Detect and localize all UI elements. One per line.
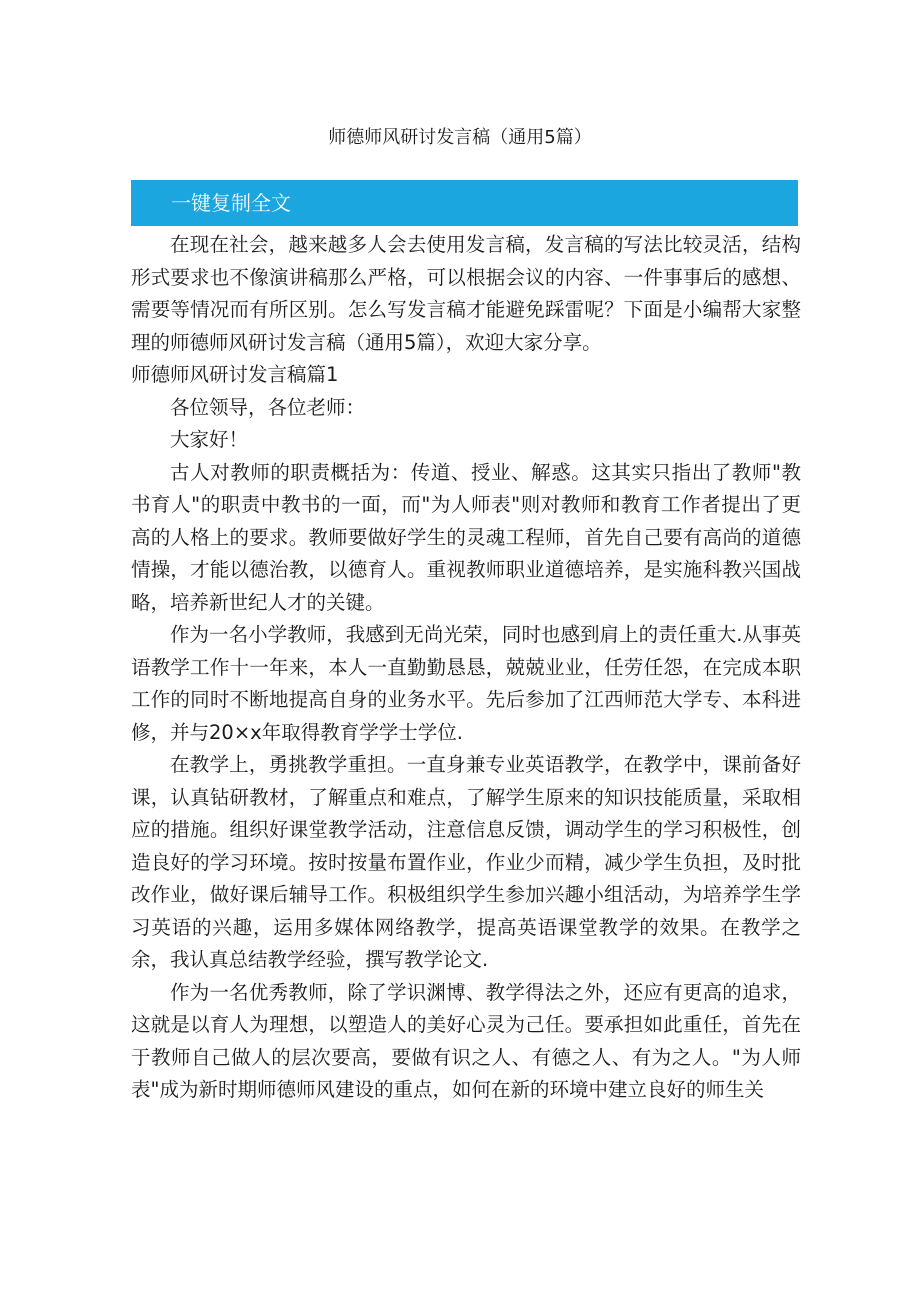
salutation: 各位领导，各位老师： — [170, 395, 366, 419]
document-title: 师德师风研讨发言稿（通用5篇） — [328, 127, 592, 148]
body-paragraph: 作为一名优秀教师，除了学识渊博、教学得法之外，还应有更高的追求，这就是以育人为理想，以塑造人的美好心灵为己任。要承担如此重任，首先在于教师自己做人的层次要高，要做有识之人、有德之人、有为之人。"为人师表"成为新时期师德师风建设的重点，如何在新的环境中建立良好的师生关 — [131, 980, 801, 1101]
greeting: 大家好！ — [170, 428, 249, 451]
body-paragraph: 在教学上，勇挑教学重担。一直身兼专业英语教学，在教学中，课前备好课，认真钻研教材，了解重点和难点，了解学生原来的知识技能质量，采取相应的措施。组织好课堂教学活动，注意信息反馈，调动学生的学习积极性，创造良好的学习环境。按时按量布置作业，作业少而精，减少学生负担，及时批改作业，做好课后辅导工作。积极组织学生参加兴趣小组活动，为培养学生学习英语的兴趣，运用多媒体网络教学，提高英语课堂教学的效果。在教学之余，我认真总结教学经验，撰写教学论文. — [131, 753, 801, 971]
copy-full-text-button[interactable] — [131, 180, 798, 226]
body-paragraph: 作为一名小学教师，我感到无尚光荣，同时也感到肩上的责任重大.从事英语教学工作十一年来，本人一直勤勤恳恳，兢兢业业，任劳任怨，在完成本职工作的同时不断地提高自身的业务水平。先后参加了江西师范大学专、本科进修，并与20×x年取得教育学学士学位. — [131, 623, 801, 744]
document-body — [131, 229, 801, 1107]
copy-full-text-label: 一键复制全文 — [171, 191, 291, 215]
body-paragraph: 古人对教师的职责概括为：传道、授业、解惑。这其实只指出了教师"教书育人"的职责中教书的一面，而"为人师表"则对教师和教育工作者提出了更高的人格上的要求。教师要做好学生的灵魂工程师，首先自己要有高尚的道德情操，才能以德治教，以德育人。重视教师职业道德培养，是实施科教兴国战略，培养新世纪人才的关键。 — [131, 460, 801, 614]
intro-paragraph: 在现在社会，越来越多人会去使用发言稿，发言稿的写法比较灵活，结构形式要求也不像演讲稿那么严格，可以根据会议的内容、一件事事后的感想、需要等情况而有所区别。怎么写发言稿才能避免踩雷呢？下面是小编帮大家整理的师德师风研讨发言稿（通用5篇），欢迎大家分享。 — [131, 233, 801, 354]
section-heading: 师德师风研讨发言稿篇1 — [131, 363, 339, 386]
